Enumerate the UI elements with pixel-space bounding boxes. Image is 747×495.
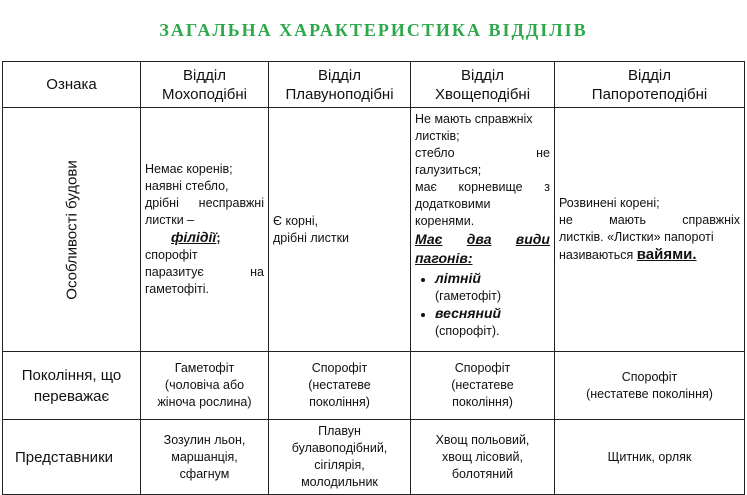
structure-label: Особливості будови: [63, 159, 80, 300]
representatives-mosses: Зозулин льон, маршанція, сфагнум: [141, 420, 269, 495]
shoot-types-list: [415, 270, 550, 340]
header-ferns: Відділ Папоротеподібні: [555, 62, 745, 108]
header-mosses: Відділ Мохоподібні: [141, 62, 269, 108]
generation-row: [3, 352, 745, 420]
header-horsetails: Відділ Хвощеподібні: [411, 62, 555, 108]
structure-lycopods: Є корні, дрібні листки: [269, 108, 411, 352]
structure-ferns: Розвинені корені; не мають справжніх листків. «Листки» папороті називаються вайями.: [555, 108, 745, 352]
representatives-row: [3, 420, 745, 495]
representatives-ferns: Щитник, орляк: [555, 420, 745, 495]
list-item: • весняний (спорофіт).: [435, 305, 550, 340]
divisions-table: [2, 61, 745, 495]
header-feature: Ознака: [3, 62, 141, 108]
representatives-label: Представники: [3, 420, 141, 495]
header-row: [3, 62, 745, 108]
generation-mosses: Гаметофіт (чоловіча або жіноча рослина): [141, 352, 269, 420]
generation-horsetails: Спорофіт (нестатеве покоління): [411, 352, 555, 420]
representatives-horsetails: Хвощ польовий, хвощ лісовий, болотяний: [411, 420, 555, 495]
term-phyllids: філідії: [171, 229, 217, 245]
header-lycopods: Відділ Плавуноподібні: [269, 62, 411, 108]
page-title: ЗАГАЛЬНА ХАРАКТЕРИСТИКА ВІДДІЛІВ: [159, 20, 588, 40]
structure-row: [3, 108, 745, 352]
generation-ferns: Спорофіт (нестатеве покоління): [555, 352, 745, 420]
list-item: • літній (гаметофіт): [435, 270, 550, 305]
structure-label-cell: [3, 108, 141, 352]
generation-label: Покоління, що переважає: [3, 352, 141, 420]
generation-lycopods: Спорофіт (нестатеве покоління): [269, 352, 411, 420]
term-fronds: вайями.: [636, 246, 697, 263]
structure-mosses: Немає коренів; наявні стебло, дрібні несправжні листки – філідії; спорофіт паразитує на гаметофіті.: [141, 108, 269, 352]
representatives-lycopods: Плавун булавоподібний, сігілярія, молодильник: [269, 420, 411, 495]
structure-horsetails: Не мають справжніх листків; стебло не галузиться; має корневище з додатковими коренями. Має два види пагонів: • літній (гаметофіт) • весняний (спорофіт).: [411, 108, 555, 352]
